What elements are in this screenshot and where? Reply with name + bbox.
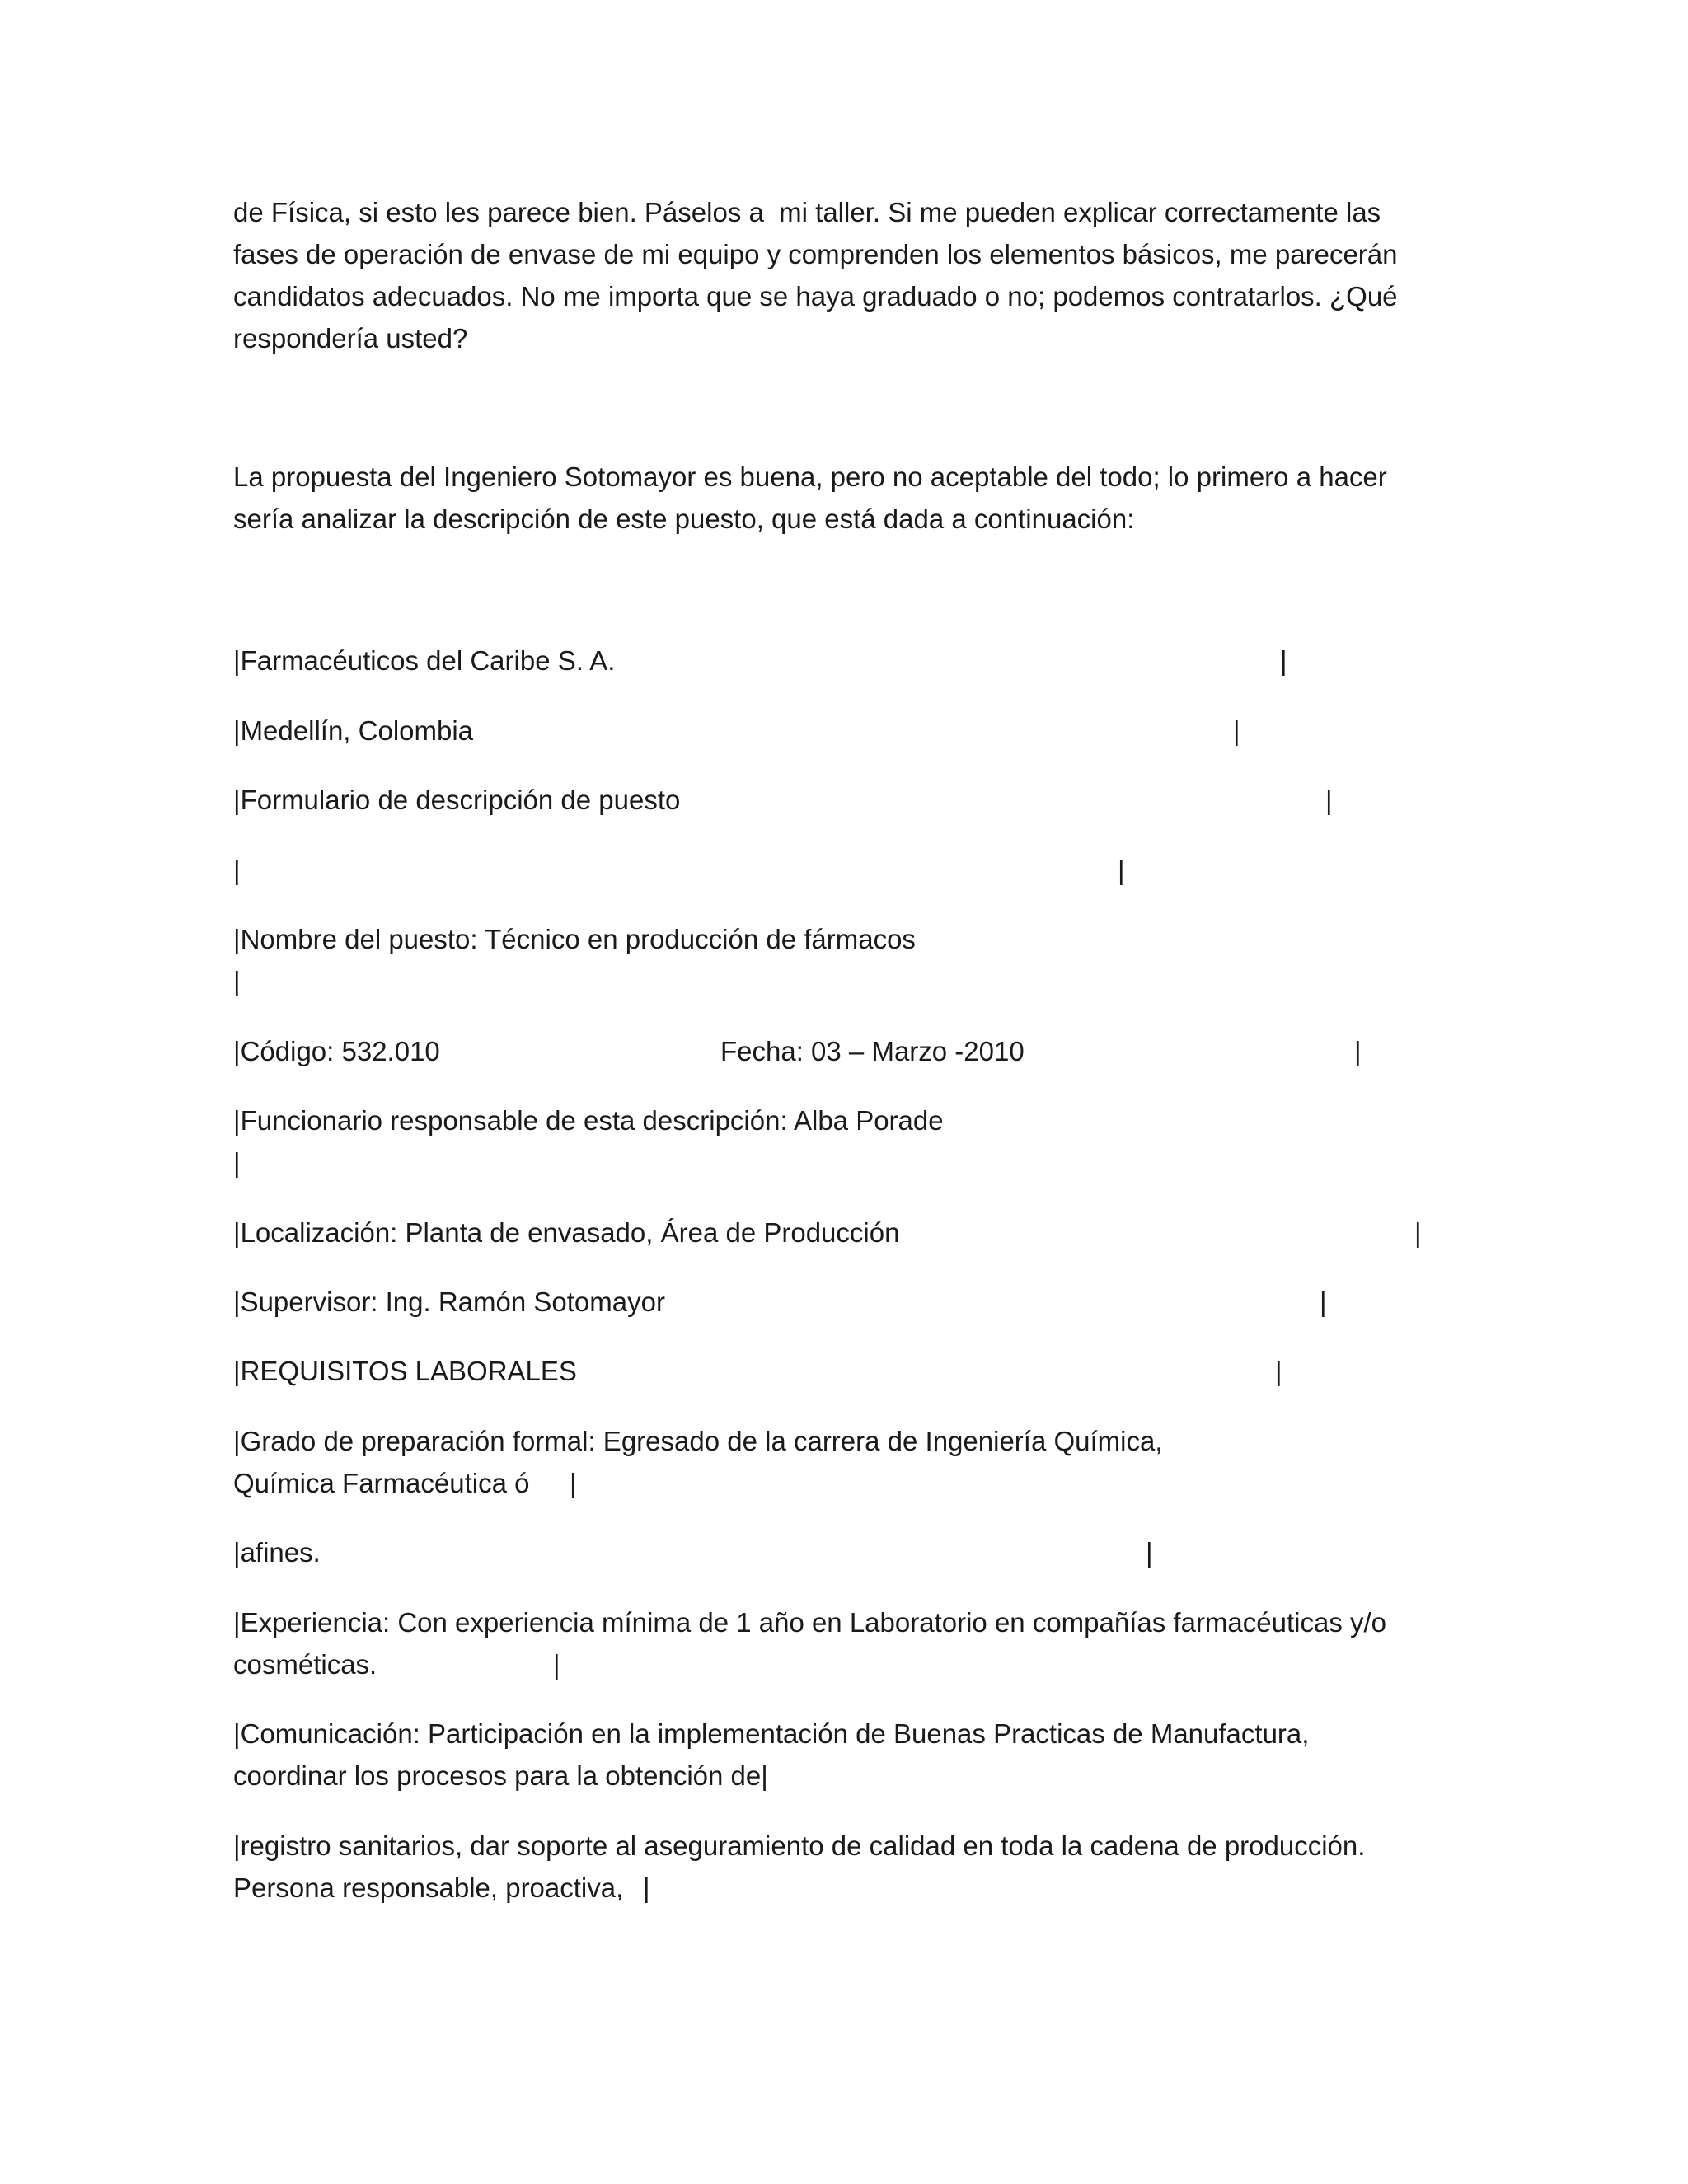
form-blank-row: | — [233, 855, 241, 885]
form-communication: coordinar los procesos para la obtención de| — [233, 1760, 768, 1791]
intro-line: de Física, si esto les parece bien. Páselos a mi taller. Si me pueden explicar correctamente las — [233, 197, 1381, 227]
form-city: |Medellín, Colombia — [233, 715, 474, 746]
form-date: Fecha: 03 – Marzo -2010 — [720, 1036, 1025, 1066]
row-end-bar: | — [1118, 855, 1125, 885]
form-code: |Código: 532.010 — [233, 1036, 440, 1066]
row-end-bar: | — [553, 1649, 560, 1680]
form-job-name: |Nombre del puesto: Técnico en producción de fármacos — [233, 924, 916, 954]
form-location: |Localización: Planta de envasado, Área de Producción — [233, 1217, 900, 1248]
form-supervisor: |Supervisor: Ing. Ramón Sotomayor — [233, 1286, 665, 1317]
row-end-bar: | — [1280, 645, 1287, 676]
proposal-line: La propuesta del Ingeniero Sotomayor es buena, pero no aceptable del todo; lo primero a hacer — [233, 462, 1387, 492]
row-end-bar: | — [233, 966, 241, 996]
intro-line: fases de operación de envase de mi equipo y comprenden los elementos básicos, me parecerán — [233, 239, 1398, 269]
intro-line: respondería usted? — [233, 323, 468, 354]
form-registry: |registro sanitarios, dar soporte al aseguramiento de calidad en toda la cadena de producción. — [233, 1830, 1366, 1861]
form-education: Química Farmacéutica ó — [233, 1468, 530, 1498]
intro-line: candidatos adecuados. No me importa que se haya graduado o no; podemos contratarlos. ¿Qué — [233, 281, 1398, 312]
proposal-line: sería analizar la descripción de este puesto, que está dada a continuación: — [233, 504, 1135, 534]
form-education: |Grado de preparación formal: Egresado de la carrera de Ingeniería Química, — [233, 1426, 1163, 1456]
form-experience: cosméticas. — [233, 1649, 377, 1680]
form-education: |afines. — [233, 1537, 321, 1568]
form-company: |Farmacéuticos del Caribe S. A. — [233, 645, 616, 676]
proposal-paragraph — [233, 456, 1387, 540]
form-official: |Funcionario responsable de esta descripción: Alba Porade — [233, 1105, 944, 1136]
row-end-bar: | — [1414, 1217, 1422, 1248]
row-end-bar: | — [1233, 715, 1240, 746]
row-end-bar: | — [570, 1468, 577, 1498]
row-end-bar: | — [1275, 1356, 1282, 1386]
form-requirements-heading: |REQUISITOS LABORALES — [233, 1356, 577, 1386]
form-registry: Persona responsable, proactiva, — [233, 1872, 624, 1903]
row-end-bar: | — [233, 1147, 241, 1178]
form-communication: |Comunicación: Participación en la implementación de Buenas Practicas de Manufactura, — [233, 1718, 1310, 1749]
intro-paragraph — [233, 191, 1398, 359]
row-end-bar: | — [1320, 1286, 1327, 1317]
form-experience: |Experiencia: Con experiencia mínima de 1 año en Laboratorio en compañías farmacéuticas y/o — [233, 1607, 1387, 1638]
row-end-bar: | — [1354, 1036, 1362, 1066]
row-end-bar: | — [1146, 1537, 1153, 1568]
row-end-bar: | — [1325, 785, 1333, 815]
row-end-bar: | — [643, 1872, 650, 1903]
form-title: |Formulario de descripción de puesto — [233, 785, 681, 815]
